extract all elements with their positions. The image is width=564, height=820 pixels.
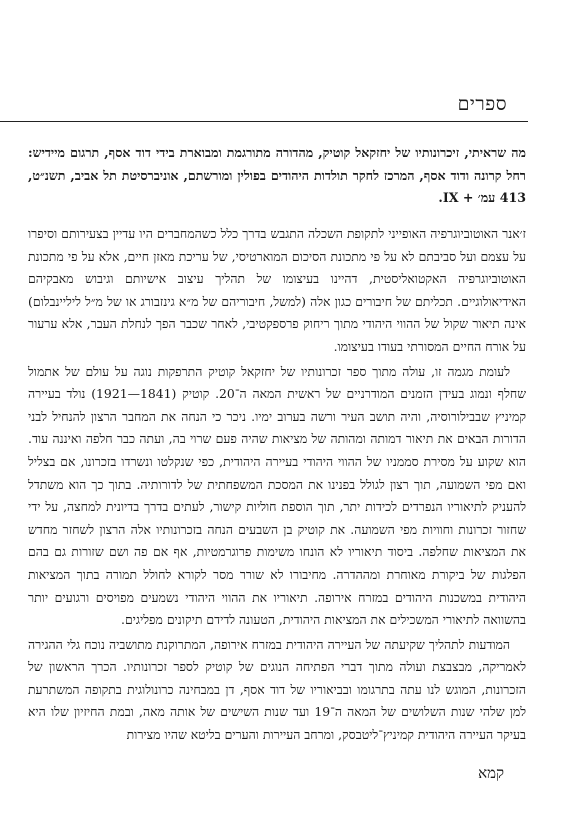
review-body [28,223,526,747]
header-rule [0,121,528,122]
paragraph: ז׳אנר האוטוביוגרפיה האופייני לתקופת השכלה התגבש בדרך כלל כשהמחברים היו עדיין בצעירותם וסיפרו על עצמם ועל סביבתם לא על פי מתכונת הסיכום המוארטיסי, של עריכת מאזן חיים, אלא על פי מתכונת האוטוביוגרפיה האקטואליסטית, דהיינו בעיצומו של תהליך עיצוב אישיותם וגיבוש מאבקיהם האידיאולוגיים. תכליתם של חיבורים כגון אלה (למשל, חיבוריהם של מ״א גינזבורג או של מ״ל ליליינבלום) אינה תיאור שקול של ההווי היהודי מתוך ריחוק פרספקטיבי, לאחר שכבר הפך לנחלת העבר, אלא ערעור על אורח החיים המסורתי בעודו בעיצומו. [28,226,526,354]
paragraph: לעומת מגמה זו, עולה מתוך ספר זכרונותיו של יחזקאל קוטיק התרפקות נוגה על עולם של אתמול שחלף ונמוג בעידן הזמנים המודרניים של ראשית המאה ה־20. קוטיק (1841—1921) נולד בעיירה קמיניץ שבבילורוסיה, והיה תושב העיר ורשה בערוב ימיו. ניכר כי הנחה את המחבר הרצון להנחיל לבני הדורות הבאים את תיאור דמותה ומהותה של מציאות שהיה פעם שרוי בה, ועתה כבר חלפה ואיננה עוד. הוא שקוע על מסירת סממניו של ההווי היהודי בעיירה היהודית, כפי שנקלטו ונשרדו בזכרונו, אם בצליל ואם מפי השמועה, תוך רצון לגולל בפנינו את המסכת המשפחתית של לדורותיה. בתוך כך הוא משתדל להעניק לתיאוריו הנפרדים לכידות יתר, תוך הוספת חוליות קישור, לעתים בדרך בדיונית למחצה, על ידי שחזור זכרונות וחוויות מפי השמועה. את קוטיק בן השבעים הנחה בזכרונותיו אלה הרצון לשחזר מחדש את המציאות שחלפה. ביסוד תיאוריו לא הונחו משימות פרוגרמטיות, אף אם פה ושם שזורות גם בהם הפלגות של ביקורת מאוחרת ומההדרה. מחיבורו לא שורר מסר לקורא לחולל תמורה בתוך המציאות היהודית במשכנות היהודים במזרח אירופה. תיאוריו את ההווי היהודי נשמעים מפויסים ורגועים יותר בהשוואה לתיאורי המשכילים את המציאות היהודית, הטעונה לדידם תיקונים מפליגים. [28,363,526,628]
book-citation: מה שראיתי, זיכרונותיו של יחזקאל קוטיק, מהדורה מתורגמת ומבוארת בידי דוד אסף, תרגום מיידיש: רחל קרונה ודוד אסף, המרכז לחקר תולדות היהודים בפולין ומורשתם, אוניברסיטת תל אביב, תשנ״ט, 413 עמ׳ + IX. [28,145,526,206]
page-number: קמא [478,764,504,782]
section-title: ספרים [457,93,507,115]
paragraph: המודעות לתהליך שקיעתה של העיירה היהודית במזרח אירופה, המתרוקנת מתושביה נוכח גלי ההגירה לאמריקה, מבצבצת ועולה מתוך דברי הפתיחה הנוגים של קוטיק לספר זכרונותיו. הכרך הראשון של הזכרונות, המוגש לנו עתה בתרגומו ובביאוריו של דוד אסף, דן במבחינה כרונולוגית בתקופה המשתרעת למן שלהי שנות השלושים של המאה ה־19 ועד שנות השישים של אותה מאה, ובמת החיזיון שלו היא בעיקר העיירה היהודית קמיניץ־ליטבסק, ומרחב העיירות והערים בליטא שהיו מצירות [28,636,527,743]
